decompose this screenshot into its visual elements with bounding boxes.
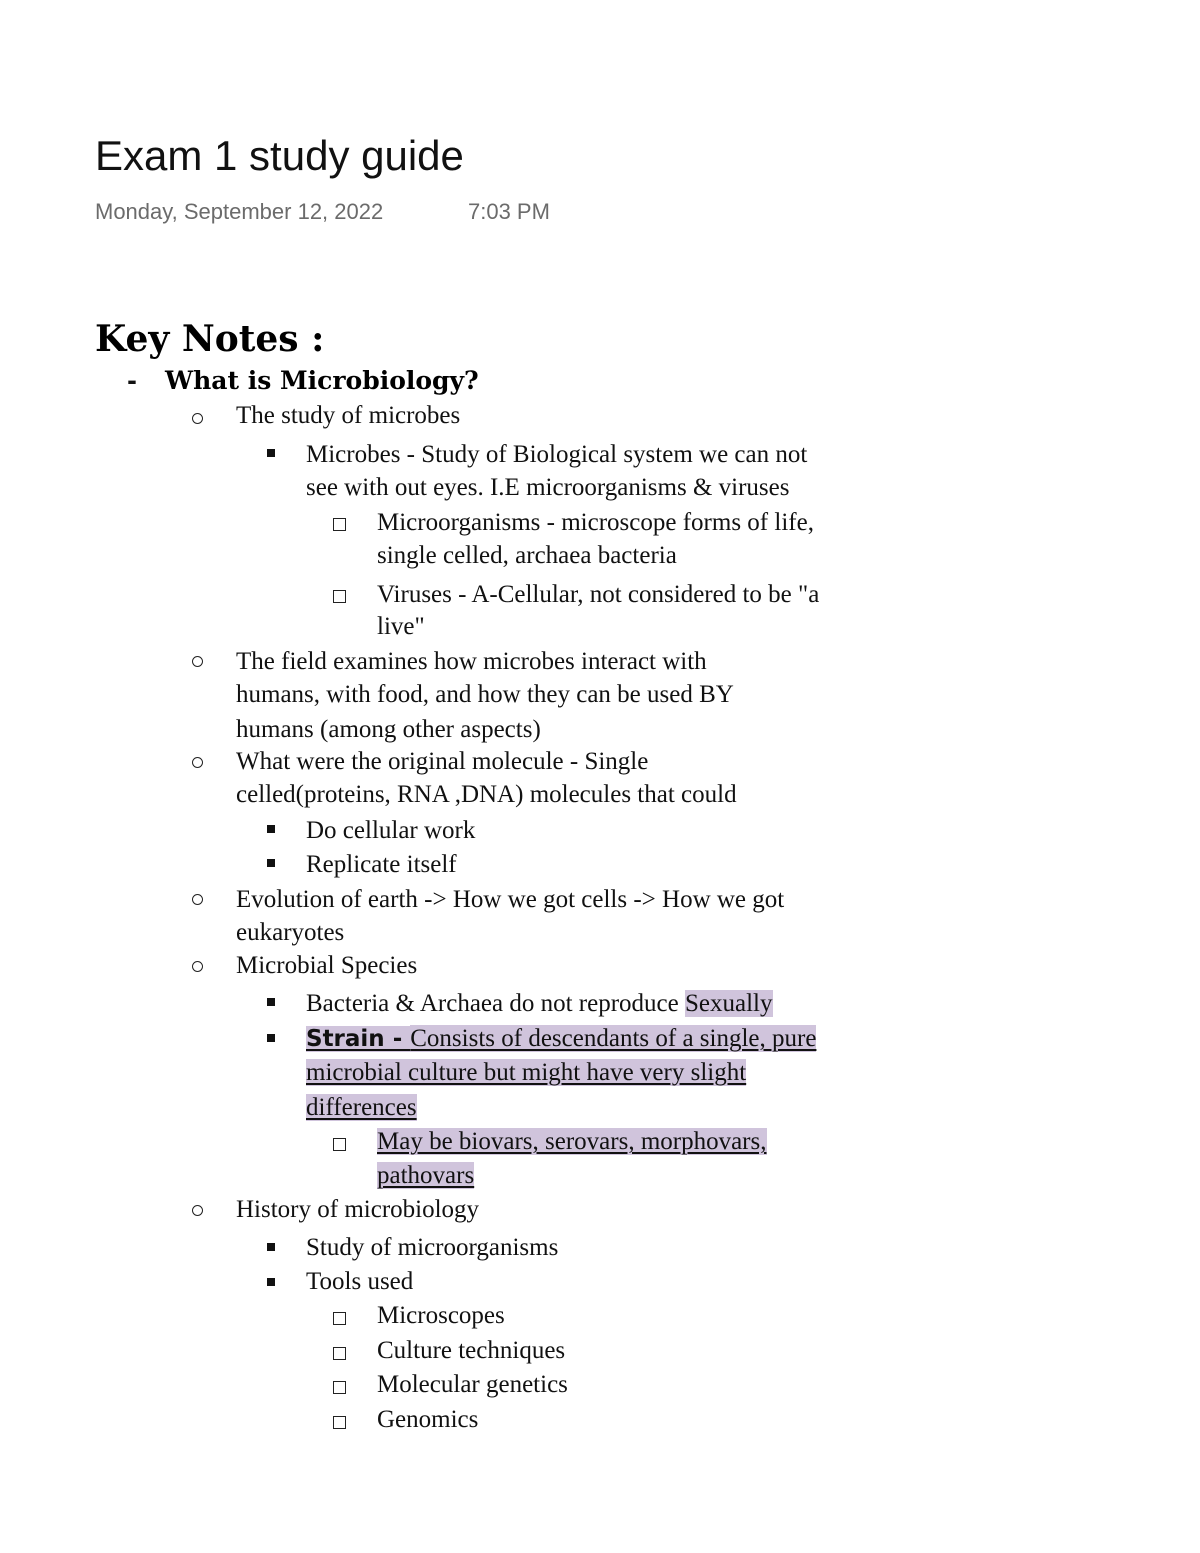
list-item: What were the original molecule - Single [236, 748, 649, 775]
dash-bullet-icon: - [127, 367, 137, 395]
list-item-continued [377, 1161, 474, 1191]
list-item: The field examines how microbes interact with [236, 648, 707, 675]
highlighted-text: microbial culture but might have very slight [306, 1059, 747, 1086]
square-bullet-icon [267, 449, 275, 457]
square-bullet-icon [267, 1243, 275, 1251]
key-notes-heading: Key Notes : [95, 318, 325, 360]
list-item: Viruses - A-Cellular, not considered to be "a [377, 581, 820, 608]
highlighted-text: Sexually [685, 990, 773, 1017]
note-time: 7:03 PM [468, 199, 550, 224]
list-item: History of microbiology [236, 1196, 480, 1223]
list-item: Microorganisms - microscope forms of life, [377, 509, 814, 536]
list-item: Microbial Species [236, 952, 418, 979]
checkbox-bullet-icon [333, 1347, 346, 1360]
list-item: Culture techniques [377, 1337, 566, 1364]
list-item-continued: humans (among other aspects) [236, 716, 541, 743]
list-item-continued: see with out eyes. I.E microorganisms & viruses [306, 474, 790, 501]
circle-bullet-icon [192, 413, 203, 424]
list-item: Tools used [306, 1268, 414, 1295]
highlighted-text: May be biovars, serovars, morphovars, [377, 1128, 767, 1155]
list-item [377, 1127, 767, 1157]
list-item-continued: humans, with food, and how they can be used BY [236, 681, 734, 708]
list-item: Study of microorganisms [306, 1234, 559, 1261]
section-title: What is Microbiology? [165, 366, 479, 395]
list-item-continued: celled(proteins, RNA ,DNA) molecules that could [236, 781, 737, 808]
list-item: Genomics [377, 1406, 479, 1433]
square-bullet-icon [267, 825, 275, 833]
circle-bullet-icon [192, 961, 203, 972]
highlighted-text: Consists of descendants of a single, pure [410, 1025, 817, 1052]
circle-bullet-icon [192, 894, 203, 905]
checkbox-bullet-icon [333, 518, 346, 531]
highlighted-text: pathovars [377, 1162, 475, 1189]
list-item-continued: single celled, archaea bacteria [377, 542, 677, 569]
list-item: The study of microbes [236, 402, 461, 429]
circle-bullet-icon [192, 1205, 203, 1216]
square-bullet-icon [267, 998, 275, 1006]
checkbox-bullet-icon [333, 590, 346, 603]
circle-bullet-icon [192, 656, 203, 667]
circle-bullet-icon [192, 757, 203, 768]
page-title: Exam 1 study guide [95, 132, 464, 179]
square-bullet-icon [267, 859, 275, 867]
list-item-continued: eukaryotes [236, 919, 345, 946]
checkbox-bullet-icon [333, 1138, 346, 1151]
list-item-continued [306, 1058, 746, 1088]
highlighted-text: differences [306, 1094, 417, 1121]
list-item: Replicate itself [306, 851, 457, 878]
checkbox-bullet-icon [333, 1381, 346, 1394]
checkbox-bullet-icon [333, 1416, 346, 1429]
list-item: Evolution of earth -> How we got cells -> How we got [236, 886, 785, 913]
list-item: Molecular genetics [377, 1371, 568, 1398]
list-item [306, 989, 773, 1019]
list-item-continued [306, 1093, 417, 1123]
list-item [306, 1024, 816, 1054]
list-item: Microscopes [377, 1302, 505, 1329]
list-item-text: Bacteria & Archaea do not reproduce [306, 990, 685, 1017]
list-item: Do cellular work [306, 817, 476, 844]
square-bullet-icon [267, 1278, 275, 1286]
list-item-continued: live" [377, 613, 425, 640]
note-date: Monday, September 12, 2022 [95, 199, 384, 224]
square-bullet-icon [267, 1034, 275, 1042]
list-item: Microbes - Study of Biological system we can not [306, 441, 808, 468]
checkbox-bullet-icon [333, 1312, 346, 1325]
strain-term: Strain - [306, 1026, 411, 1052]
